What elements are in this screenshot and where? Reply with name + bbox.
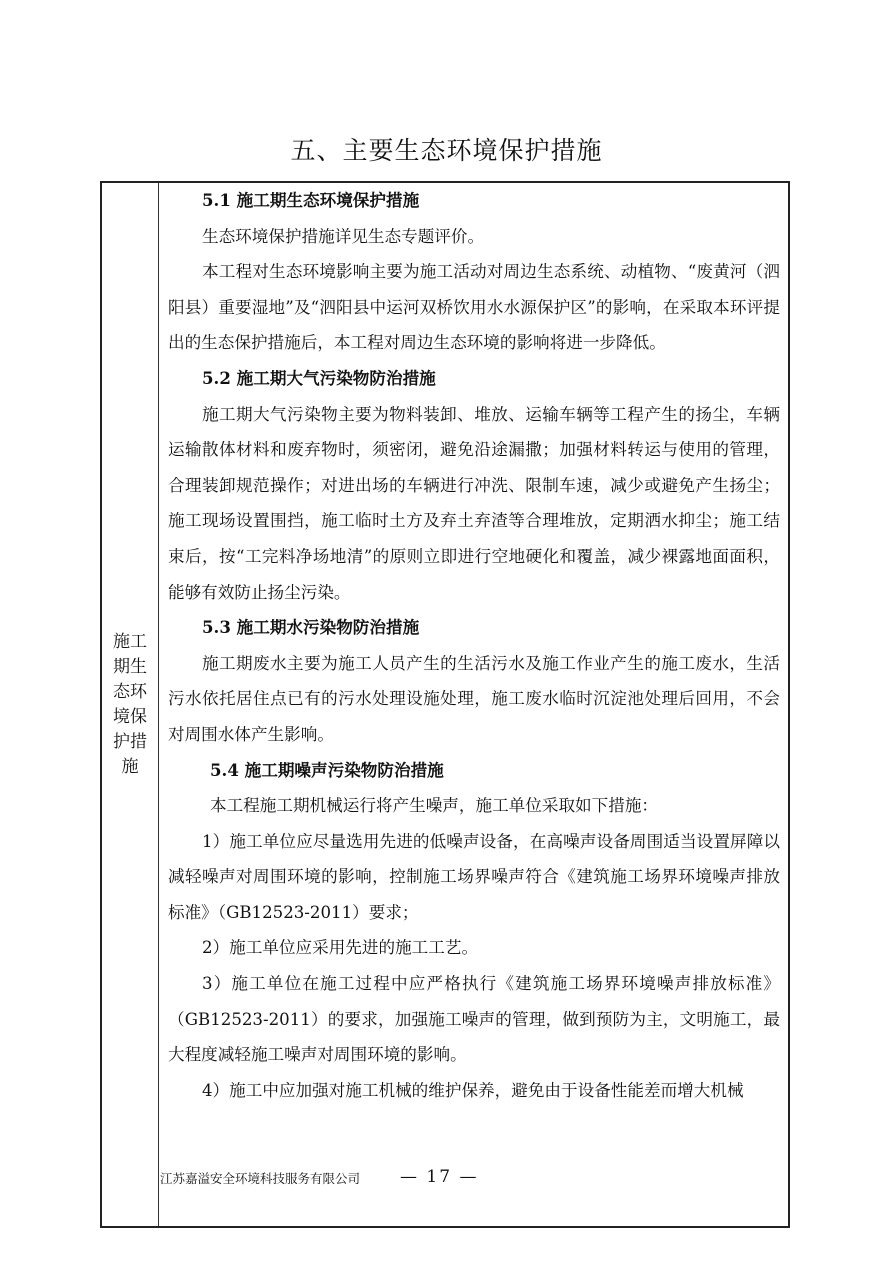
body-paragraph: 本工程施工期机械运行将产生噪声，施工单位采取如下措施： — [210, 796, 659, 816]
page-footer — [0, 1167, 893, 1191]
body-paragraph: 1）施工单位应尽量选用先进的低噪声设备，在高噪声设备周围适当设置屏障以减轻噪声对周围环境的影响，控制施工场界噪声符合《建筑施工场界环境噪声排放标准》（GB12523-2011）要求； — [168, 831, 780, 922]
body-paragraph: 本工程对生态环境影响主要为施工活动对周边生态系统、动植物、“废黄河（泗阳县）重要湿地”及“泗阳县中运河双桥饮用水水源保护区”的影响，在采取本环评提出的生态保护措施后，本工程对周边生态环境的影响将进一步降低。 — [168, 262, 780, 353]
page-number: — 17 — — [400, 1167, 479, 1187]
content-cell — [168, 183, 780, 1108]
section-heading: 5.3 施工期水污染物防治措施 — [202, 617, 420, 638]
footer-company: 江苏嘉溢安全环境科技服务有限公司 — [160, 1171, 361, 1186]
section-heading: 5.4 施工期噪声污染物防治措施 — [210, 759, 444, 780]
body-paragraph: 施工期大气污染物主要为物料装卸、堆放、运输车辆等工程产生的扬尘，车辆运输散体材料和废弃物时，须密闭，避免沿途漏撒；加强材料转运与使用的管理，合理装卸规范操作；对进出场的车辆进行冲洗、限制车速，减少或避免产生扬尘；施工现场设置围挡，施工临时土方及弃土弃渣等合理堆放，定期洒水抑尘；施工结束后，按“工完料净场地清”的原则立即进行空地硬化和覆盖，减少裸露地面面积，能够有效防止扬尘污染。 — [168, 404, 780, 602]
body-paragraph: 2）施工单位应采用先进的施工工艺。 — [202, 938, 479, 958]
page-title: 五、主要生态环境保护措施 — [290, 136, 603, 165]
body-paragraph: 施工期废水主要为施工人员产生的生活污水及施工作业产生的施工废水，生活污水依托居住点已有的污水处理设施处理，施工废水临时沉淀池处理后回用，不会对周围水体产生影响。 — [168, 653, 780, 744]
body-paragraph: 3）施工单位在施工过程中应严格执行《建筑施工场界环境噪声排放标准》（GB12523-2011）的要求，加强施工噪声的管理，做到预防为主，文明施工，最大程度减轻施工噪声对周围环境的影响。 — [168, 974, 780, 1065]
column-divider — [158, 183, 159, 1226]
side-label: 施工期生态环境保护措施 — [113, 631, 147, 777]
section-heading: 5.1 施工期生态环境保护措施 — [202, 190, 420, 210]
side-label-cell — [102, 183, 158, 1226]
measures-table — [100, 181, 790, 1228]
body-paragraph: 生态环境保护措施详见生态专题评价。 — [202, 226, 485, 246]
section-heading: 5.2 施工期大气污染物防治措施 — [202, 367, 436, 388]
body-paragraph: 4）施工中应加强对施工机械的维护保养，避免由于设备性能差而增大机械 — [202, 1080, 744, 1100]
